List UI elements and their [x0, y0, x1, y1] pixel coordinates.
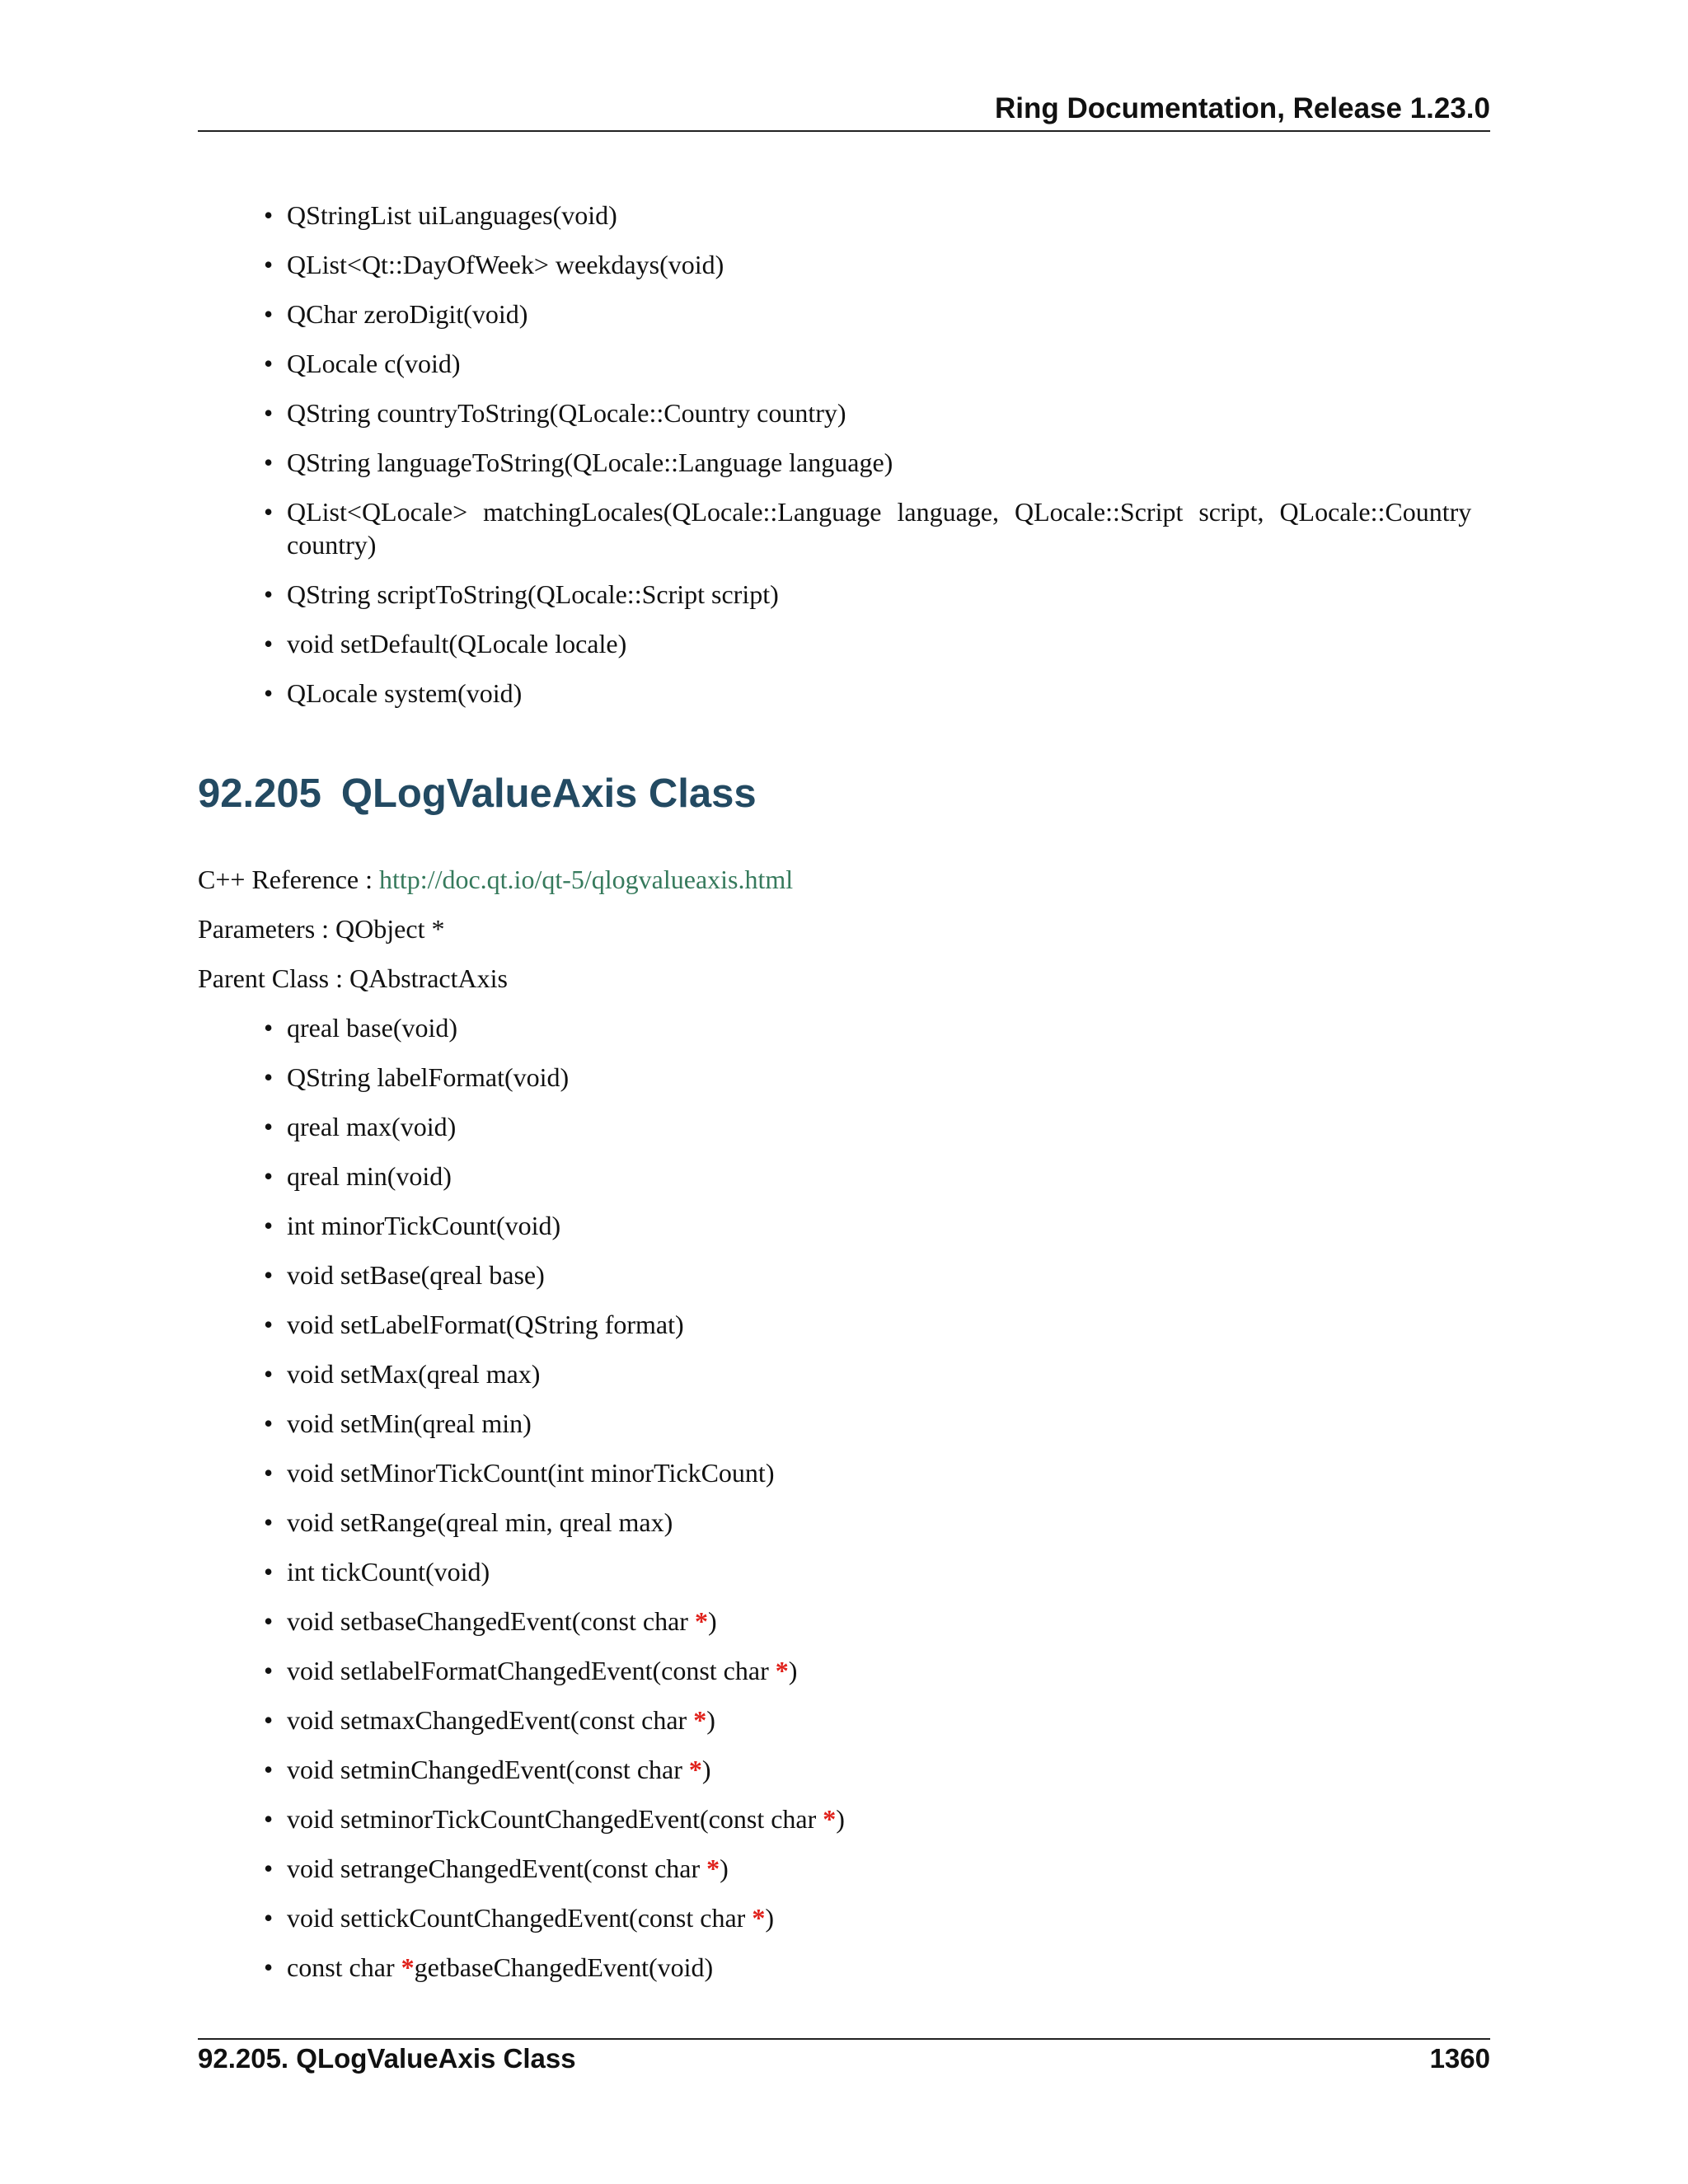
bullet-marker: •	[264, 1705, 274, 1735]
event-method-suffix: )	[788, 1656, 798, 1685]
section-title-text: QLogValueAxis Class	[340, 771, 757, 816]
list-item-text: QString labelFormat(void)	[287, 1062, 570, 1092]
list-item-text	[287, 1654, 797, 1687]
bullet-marker: •	[264, 497, 274, 527]
list-item-text	[287, 1704, 715, 1736]
event-method-suffix: )	[765, 1903, 774, 1933]
event-method-prefix: void setrangeChangedEvent(const char	[287, 1854, 707, 1883]
list-item-text	[287, 1852, 729, 1885]
list-item-text: QLocale system(void)	[287, 678, 523, 708]
bullet-marker: •	[264, 1211, 274, 1240]
event-method-prefix: void setbaseChangedEvent(const char	[287, 1606, 695, 1636]
list-item-text: QList<Qt::DayOfWeek> weekdays(void)	[287, 250, 724, 279]
pointer-star: *	[775, 1656, 789, 1685]
bullet-marker: •	[264, 678, 274, 708]
list-item-text: qreal min(void)	[287, 1161, 452, 1191]
bullet-marker: •	[264, 1656, 274, 1685]
parent-class-line: Parent Class : QAbstractAxis	[198, 963, 508, 993]
list-item-text: QString scriptToString(QLocale::Script script)	[287, 579, 779, 609]
bullet-marker: •	[264, 1854, 274, 1883]
bullet-marker: •	[264, 1408, 274, 1438]
event-method-suffix: )	[836, 1804, 845, 1834]
list-item-text: void setDefault(QLocale locale)	[287, 629, 627, 658]
list-item-text: void setMax(qreal max)	[287, 1359, 541, 1389]
bullet-marker: •	[264, 1458, 274, 1488]
bullet-marker: •	[264, 200, 274, 230]
cpp-reference-label: C++ Reference :	[198, 865, 379, 894]
page-number: 1360	[1429, 2043, 1490, 2074]
section-number: 92.205	[198, 771, 321, 816]
list-item-text	[287, 1901, 774, 1934]
bullet-marker: •	[264, 448, 274, 477]
list-item-text: QList<QLocale> matchingLocales(QLocale::Language language, QLocale::Script script, QLocale::Country	[287, 497, 1472, 527]
event-method-suffix: )	[720, 1854, 729, 1883]
list-item-text	[287, 1753, 711, 1786]
bullet-marker: •	[264, 1161, 274, 1191]
bullet-marker: •	[264, 398, 274, 428]
list-item-text	[287, 1951, 713, 1984]
bullet-marker: •	[264, 1310, 274, 1339]
list-item-text: qreal max(void)	[287, 1112, 457, 1141]
bullet-marker: •	[264, 1903, 274, 1933]
bullet-marker: •	[264, 349, 274, 378]
list-item-text: country)	[287, 530, 377, 560]
pointer-star: *	[752, 1903, 766, 1933]
list-item-text: void setRange(qreal min, qreal max)	[287, 1507, 673, 1537]
event-method-prefix: void setlabelFormatChangedEvent(const char	[287, 1656, 776, 1685]
bullet-marker: •	[264, 1013, 274, 1043]
event-method-prefix: const char	[287, 1952, 401, 1982]
bullet-marker: •	[264, 1062, 274, 1092]
parameters-line: Parameters : QObject *	[198, 914, 445, 944]
list-item-text: int tickCount(void)	[287, 1557, 490, 1586]
list-item-text: QString countryToString(QLocale::Country country)	[287, 398, 846, 428]
pointer-star: *	[823, 1804, 837, 1834]
bullet-marker: •	[264, 629, 274, 658]
bullet-marker: •	[264, 1606, 274, 1636]
pointer-star: *	[693, 1705, 707, 1735]
list-item-text	[287, 1605, 717, 1638]
event-method-suffix: )	[707, 1606, 717, 1636]
event-method-prefix: void setmaxChangedEvent(const char	[287, 1705, 694, 1735]
header-rule	[198, 130, 1490, 132]
bullet-marker: •	[264, 299, 274, 329]
list-item-text: qreal base(void)	[287, 1013, 458, 1043]
bullet-marker: •	[264, 579, 274, 609]
event-method-prefix: void settickCountChangedEvent(const char	[287, 1903, 753, 1933]
running-header-title: Ring Documentation, Release 1.23.0	[994, 92, 1490, 124]
list-item-text: int minorTickCount(void)	[287, 1211, 561, 1240]
list-item-text	[287, 1802, 845, 1835]
bullet-marker: •	[264, 1260, 274, 1290]
list-item-text: void setMin(qreal min)	[287, 1408, 532, 1438]
bullet-marker: •	[264, 1359, 274, 1389]
list-item-text: QString languageToString(QLocale::Language language)	[287, 448, 893, 477]
cpp-reference-link[interactable]: http://doc.qt.io/qt-5/qlogvalueaxis.html	[379, 865, 794, 894]
pointer-star: *	[688, 1755, 702, 1784]
footer-rule	[198, 2038, 1490, 2040]
pointer-star: *	[694, 1606, 708, 1636]
section-heading	[198, 771, 757, 817]
bullet-marker: •	[264, 1557, 274, 1586]
list-item-text: void setBase(qreal base)	[287, 1260, 545, 1290]
bullet-marker: •	[264, 1952, 274, 1982]
cpp-reference-line	[198, 863, 793, 896]
bullet-marker: •	[264, 1507, 274, 1537]
list-item-text: QStringList uiLanguages(void)	[287, 200, 617, 230]
list-item-text: QChar zeroDigit(void)	[287, 299, 528, 329]
event-method-prefix: void setminorTickCountChangedEvent(const char	[287, 1804, 823, 1834]
event-method-suffix: )	[701, 1755, 711, 1784]
event-method-prefix: void setminChangedEvent(const char	[287, 1755, 689, 1784]
pointer-star: *	[401, 1952, 415, 1982]
event-method-suffix: getbaseChangedEvent(void)	[414, 1952, 714, 1982]
list-item-text: void setLabelFormat(QString format)	[287, 1310, 684, 1339]
pointer-star: *	[706, 1854, 720, 1883]
list-item-text: void setMinorTickCount(int minorTickCount)	[287, 1458, 775, 1488]
bullet-marker: •	[264, 250, 274, 279]
bullet-marker: •	[264, 1112, 274, 1141]
list-item-text: QLocale c(void)	[287, 349, 461, 378]
event-method-suffix: )	[706, 1705, 715, 1735]
footer-section-label: 92.205. QLogValueAxis Class	[198, 2043, 576, 2074]
bullet-marker: •	[264, 1804, 274, 1834]
bullet-marker: •	[264, 1755, 274, 1784]
